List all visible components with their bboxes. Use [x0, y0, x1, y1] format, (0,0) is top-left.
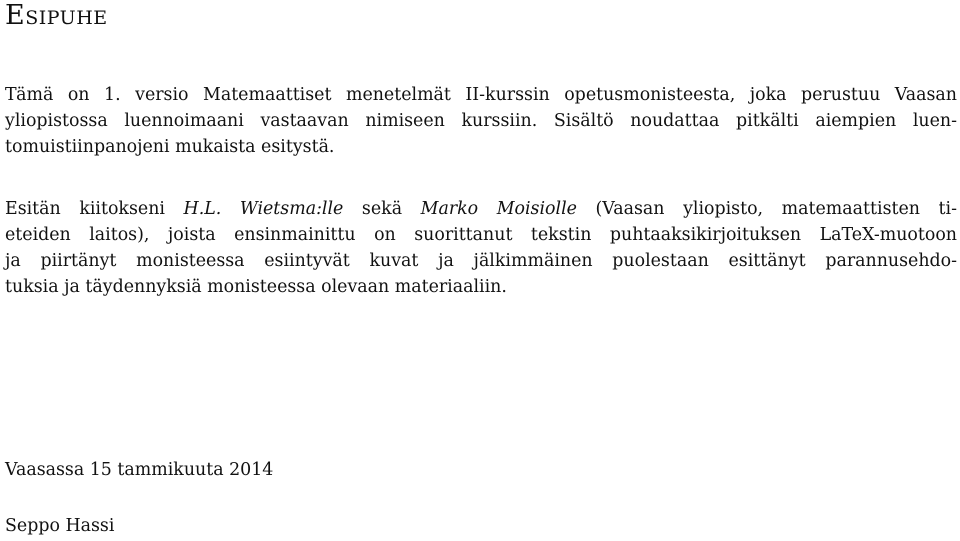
ack-line-1-end: (Vaasan yliopisto, matemaattisten ti- [576, 199, 957, 219]
ack-name-1: H.L. Wietsma:lle [183, 199, 344, 219]
ack-line-1-start: Esitän kiitokseni [5, 199, 184, 219]
place-and-date: Vaasassa 15 tammikuuta 2014 [5, 460, 274, 480]
intro-line-2: yliopistossa luennoimaani vastaavan nimiseen kurssiin. Sisältö noudattaa pitkälti aiempien luen- [5, 111, 957, 131]
intro-paragraph [5, 82, 957, 160]
ack-line-2: eteiden laitos), joista ensinmainittu on suorittanut tekstin puhtaaksikirjoituksen LaTeX-muotoon [5, 225, 957, 245]
ack-line-1 [5, 196, 957, 222]
ack-line-1-mid: sekä [343, 199, 421, 219]
acknowledgement-paragraph [5, 196, 957, 300]
intro-line-3: tomuistiinpanojeni mukaista esitystä. [5, 137, 335, 157]
author-signature: Seppo Hassi [5, 516, 115, 536]
page-title: Esipuhe [5, 0, 108, 31]
intro-line-1: Tämä on 1. versio Matemaattiset menetelmät II-kurssin opetusmonisteesta, joka perustuu Vaasan [5, 85, 957, 105]
ack-line-3: ja piirtänyt monisteessa esiintyvät kuvat ja jälkimmäinen puolestaan esittänyt parannusehdo- [5, 251, 957, 271]
ack-name-2: Marko Moisiolle [420, 199, 577, 219]
ack-line-4: tuksia ja täydennyksiä monisteessa olevaan materiaaliin. [5, 277, 507, 297]
